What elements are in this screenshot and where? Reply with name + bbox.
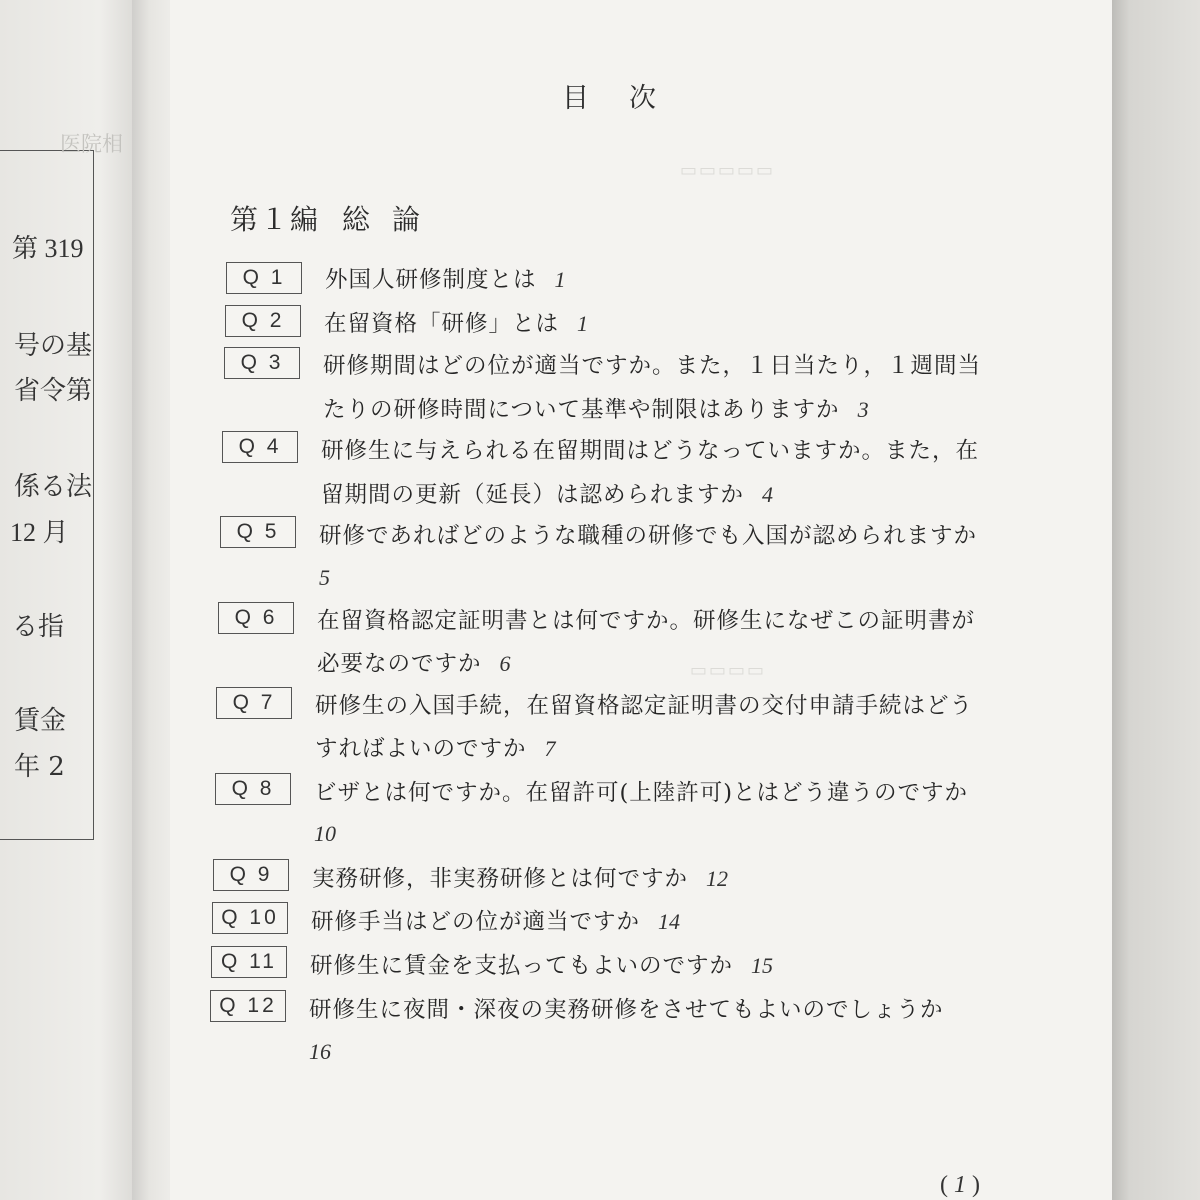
left-facing-page xyxy=(0,0,142,1200)
entry-title: 実務研修，非実務研修とは何ですか 12 xyxy=(312,866,729,892)
page-ref: 1 xyxy=(554,267,566,292)
section-number: 第１編 xyxy=(230,203,321,236)
left-fragment: 12 月 xyxy=(10,518,69,547)
entry-title-continued xyxy=(309,1030,331,1074)
question-number-box: Q 4 xyxy=(222,431,298,463)
question-number-box: Q 5 xyxy=(220,516,296,548)
bleed-through-text: ▭▭▭▭ xyxy=(690,660,767,681)
entry-title: 研修手当はどの位が適当ですか 14 xyxy=(311,909,681,935)
left-fragment: 年 2 xyxy=(14,752,65,782)
entry-title-continued: 留期間の更新（延長）は認められますか 4 xyxy=(321,482,774,508)
question-number-box: Q 3 xyxy=(224,347,300,379)
left-fragment: る指 xyxy=(12,612,65,642)
page-title: 目次 xyxy=(562,83,696,114)
entry-title: 研修生の入国手続，在留資格認定証明書の交付申請手続はどう xyxy=(315,693,974,719)
page-ref: 16 xyxy=(309,1039,331,1064)
question-number-box: Q 12 xyxy=(210,990,286,1022)
entry-title: 在留資格「研修」とは 1 xyxy=(324,311,589,337)
left-fragment: 係る法 xyxy=(14,472,93,502)
entry-title-continued: たりの研修時間について基準や制限はありますか 3 xyxy=(323,397,869,423)
page-ref: 3 xyxy=(857,397,869,422)
page-ref: 10 xyxy=(314,821,336,846)
question-number-box: Q 9 xyxy=(213,859,289,891)
page-ref: 12 xyxy=(706,866,729,891)
question-number-box: Q 6 xyxy=(218,602,294,634)
entry-title-continued: すればよいのですか 7 xyxy=(315,736,556,762)
entry-title-continued xyxy=(319,556,330,600)
question-number-box: Q 2 xyxy=(225,305,301,337)
page-ref: 15 xyxy=(751,953,774,978)
question-number-box: Q 8 xyxy=(215,773,291,805)
entry-title: 研修であればどのような職種の研修でも入国が認められますか xyxy=(319,523,978,549)
entry-title: 在留資格認定証明書とは何ですか。研修生になぜこの証明書が xyxy=(317,608,976,634)
page-ref: 5 xyxy=(319,565,330,590)
entry-title: 研修生に夜間・深夜の実務研修をさせてもよいのでしょうか xyxy=(309,997,944,1023)
bleed-through-text: ▭▭▭▭▭ xyxy=(680,160,776,181)
left-fragment: 賃金 xyxy=(14,706,67,736)
entry-title: ビザとは何ですか。在留許可(上陸許可)とはどう違うのですか xyxy=(314,780,969,806)
entry-title: 研修期間はどの位が適当ですか。また，１日当たり，１週間当 xyxy=(323,353,982,379)
page-ref: 14 xyxy=(658,909,681,934)
entry-title-continued: 必要なのですか 6 xyxy=(317,651,511,677)
question-number-box: Q 1 xyxy=(226,262,302,294)
left-fragment: 号の基 xyxy=(14,331,93,361)
left-fragment: 第 319 xyxy=(12,234,84,263)
page-stack-edge xyxy=(1112,0,1200,1200)
left-fragment: 省令第 xyxy=(14,376,93,406)
page-ref: 4 xyxy=(762,482,774,507)
entry-title: 研修生に与えられる在留期間はどうなっていますか。また，在 xyxy=(321,438,980,464)
section-name: 総論 xyxy=(342,203,443,236)
entry-title: 研修生に賃金を支払ってもよいのですか 15 xyxy=(310,953,774,979)
bleed-through-text: 医院相 xyxy=(60,132,123,156)
question-number-box: Q 10 xyxy=(212,902,288,934)
page-ref: 7 xyxy=(544,736,556,761)
page-ref: 1 xyxy=(577,311,589,336)
page-ref: 6 xyxy=(499,651,511,676)
page-number: ( 1 ) xyxy=(940,1172,980,1198)
entry-title-continued xyxy=(314,812,336,856)
question-number-box: Q 7 xyxy=(216,687,292,719)
entry-title: 外国人研修制度とは 1 xyxy=(325,267,566,293)
question-number-box: Q 11 xyxy=(211,946,287,978)
section-heading xyxy=(230,198,442,238)
